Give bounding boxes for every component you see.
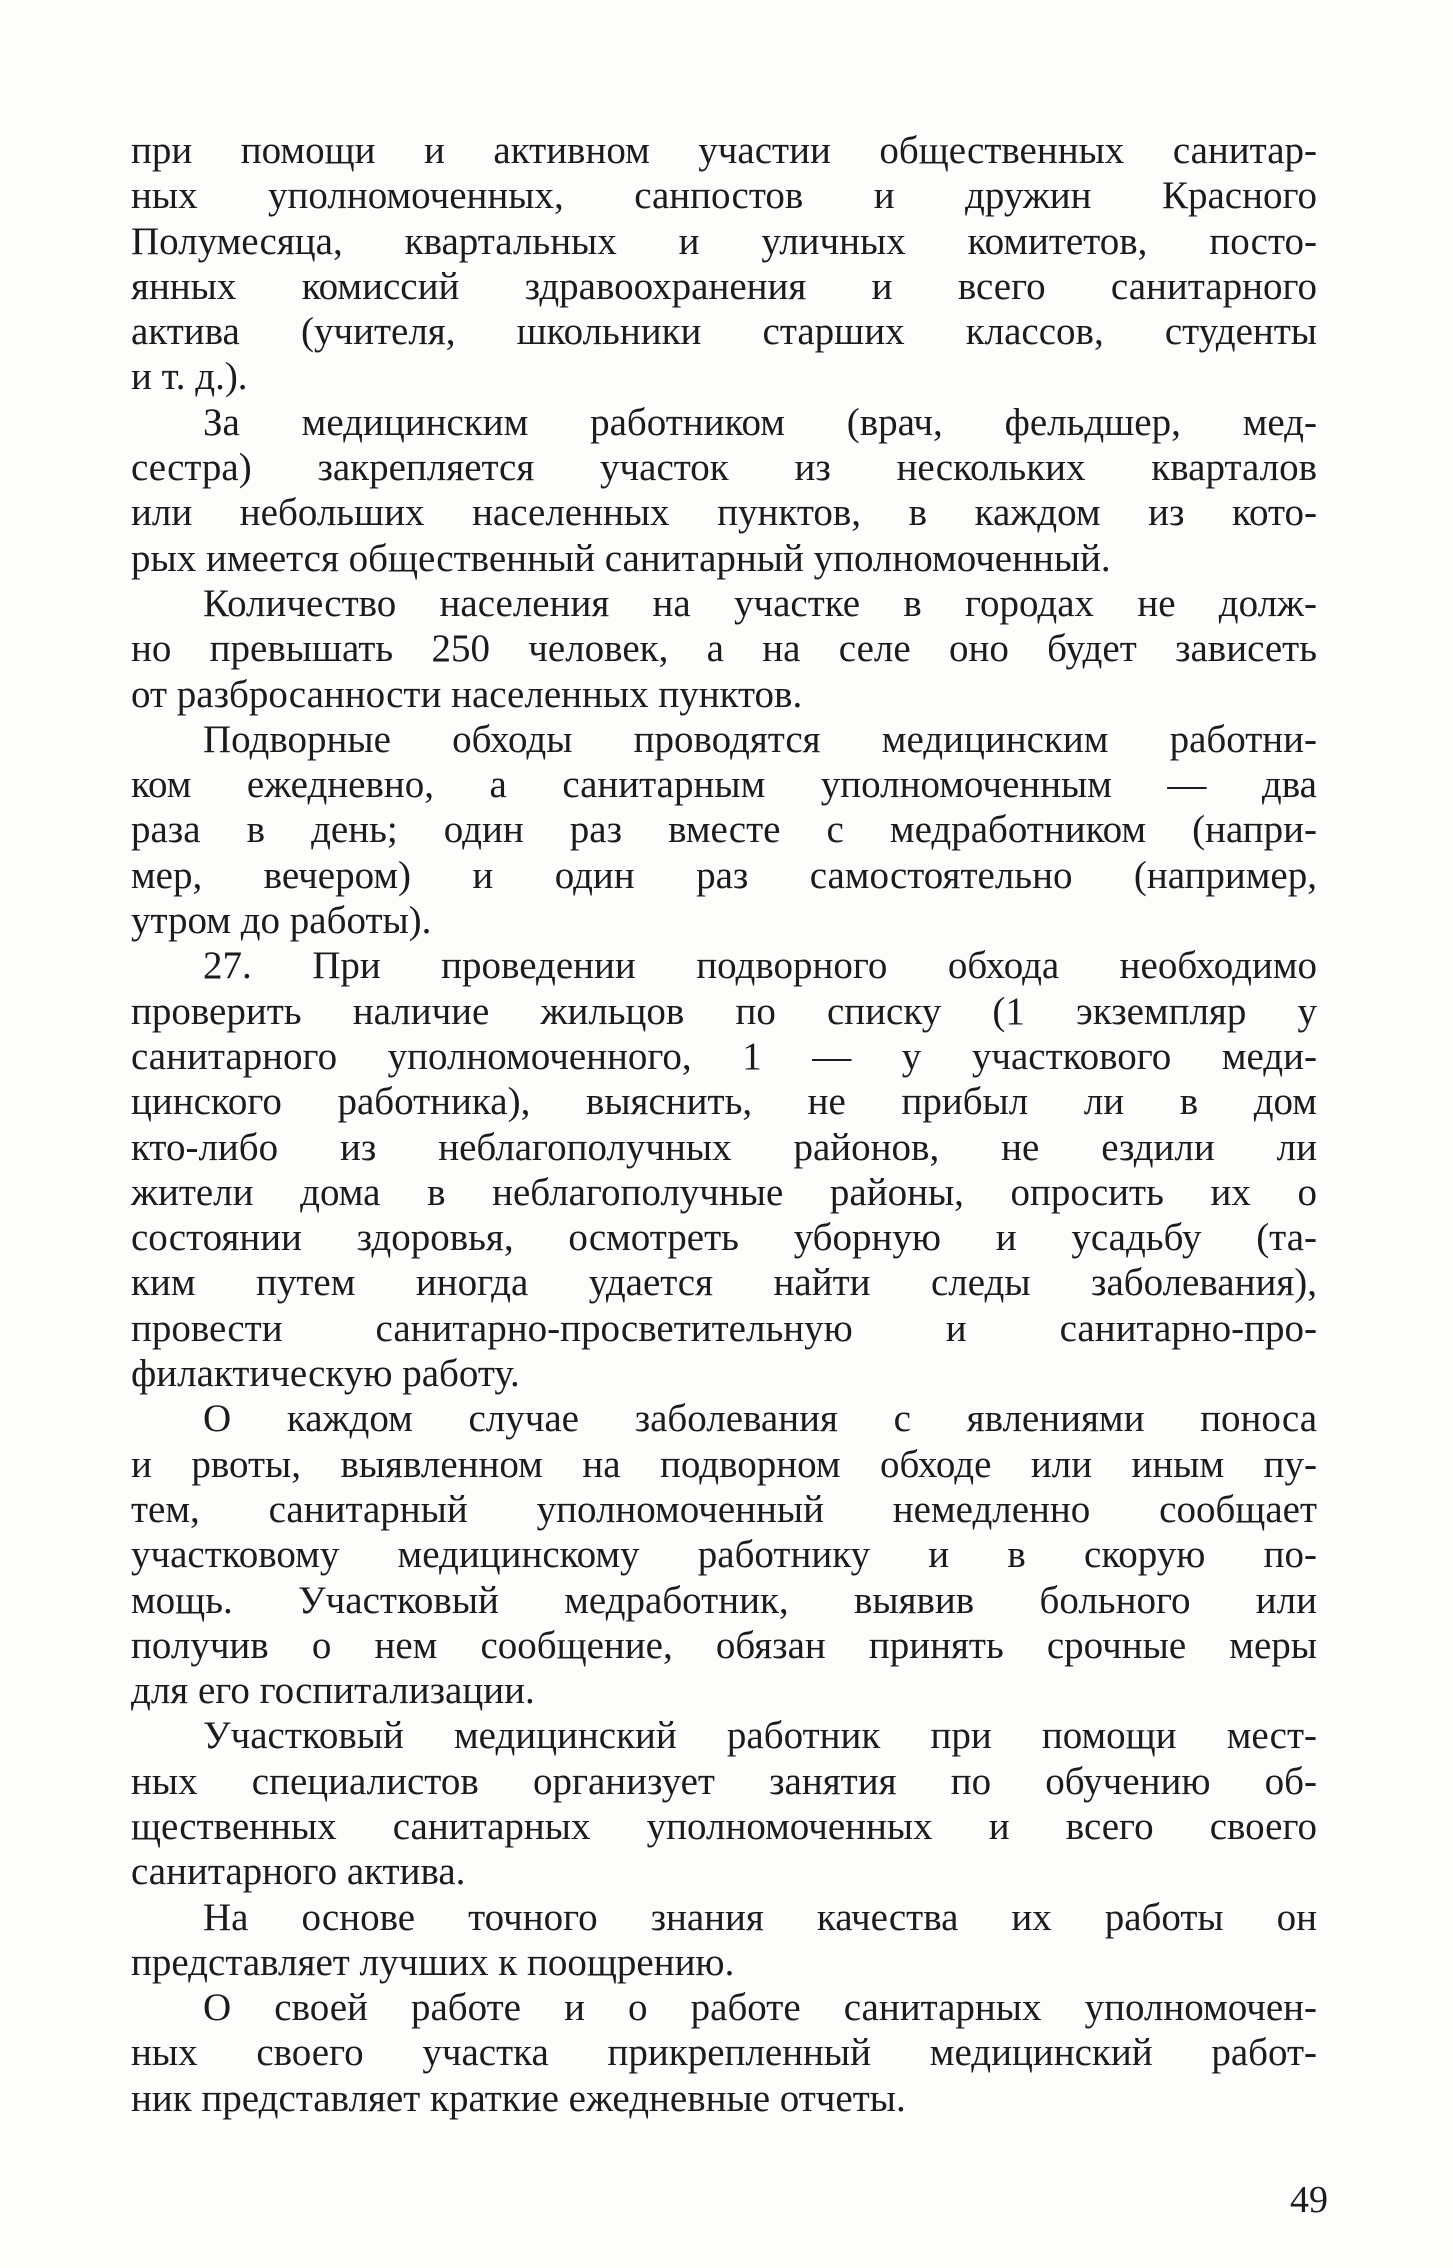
text-line: получив о нем сообщение, обязан принять срочные меры <box>131 1623 1317 1667</box>
paragraph <box>131 128 1317 400</box>
text-line: О каждом случае заболевания с явлениями поноса <box>203 1397 1317 1441</box>
text-line: ных специалистов организует занятия по обучению об- <box>131 1759 1317 1803</box>
paragraph <box>131 1985 1317 2121</box>
text-line: 27. При проведении подворного обхода необходимо <box>203 944 1317 988</box>
paragraph <box>131 943 1317 1396</box>
body-text <box>131 128 1317 2121</box>
text-line: ник представляет краткие ежедневные отчеты. <box>131 2076 906 2120</box>
text-line: О своей работе и о работе санитарных уполномочен- <box>203 1986 1317 2030</box>
page-number: 49 <box>1290 2179 1328 2221</box>
paragraph <box>131 400 1317 581</box>
text-line: тем, санитарный уполномоченный немедленно сообщает <box>131 1487 1317 1531</box>
text-line: при помощи и активном участии общественных санитар- <box>131 129 1317 172</box>
text-line: Количество населения на участке в городах не долж- <box>203 581 1317 625</box>
text-line: санитарного уполномоченного, 1 — у участкового меди- <box>131 1034 1317 1078</box>
paragraph <box>131 1895 1317 1986</box>
text-line: санитарного актива. <box>131 1850 466 1894</box>
text-line: янных комиссий здравоохранения и всего санитарного <box>131 264 1317 308</box>
text-line: ком ежедневно, а санитарным уполномоченным — два <box>131 763 1317 807</box>
text-line: проверить наличие жильцов по списку (1 экземпляр у <box>131 989 1317 1033</box>
text-line: Полумесяца, квартальных и уличных комитетов, посто- <box>131 219 1317 263</box>
text-line: Подворные обходы проводятся медицинским работни- <box>203 717 1317 761</box>
text-line: или небольших населенных пунктов, в каждом из кото- <box>131 491 1317 535</box>
paragraph <box>131 717 1317 943</box>
text-line: для его госпитализации. <box>131 1669 535 1713</box>
text-line: ных уполномоченных, санпостов и дружин Красного <box>131 174 1317 218</box>
text-line: состоянии здоровья, осмотреть уборную и усадьбу (та- <box>131 1216 1317 1260</box>
text-line: представляет лучших к поощрению. <box>131 1940 735 1984</box>
text-line: сестра) закрепляется участок из нескольких кварталов <box>131 446 1317 490</box>
text-line: раза в день; один раз вместе с медработником (напри- <box>131 808 1317 852</box>
text-line: цинского работника), выяснить, не прибыл ли в дом <box>131 1080 1317 1124</box>
text-line: ных своего участка прикрепленный медицинский работ- <box>131 2031 1317 2075</box>
text-line: от разбросанности населенных пунктов. <box>131 672 803 716</box>
paragraph <box>131 1713 1317 1894</box>
text-line: мощь. Участковый медработник, выявив больного или <box>131 1578 1317 1622</box>
text-line: За медицинским работником (врач, фельдшер, мед- <box>203 400 1317 444</box>
text-line: жители дома в неблагополучные районы, опросить их о <box>131 1170 1317 1214</box>
text-line: утром до работы). <box>131 899 432 943</box>
text-line: но превышать 250 человек, а на селе оно будет зависеть <box>131 627 1317 671</box>
paragraph <box>131 581 1317 717</box>
text-line: рых имеется общественный санитарный уполномоченный. <box>131 536 1111 580</box>
text-line: участковому медицинскому работнику и в скорую по- <box>131 1533 1317 1577</box>
text-line: и рвоты, выявленном на подворном обходе или иным пу- <box>131 1442 1317 1486</box>
text-line: филактическую работу. <box>131 1352 520 1396</box>
text-line: актива (учителя, школьники старших классов, студенты <box>131 310 1317 354</box>
text-line: Участковый медицинский работник при помощи мест- <box>203 1714 1317 1758</box>
text-line: мер, вечером) и один раз самостоятельно (например, <box>131 853 1317 897</box>
text-line: провести санитарно-просветительную и санитарно-про- <box>131 1306 1317 1350</box>
text-line: и т. д.). <box>131 355 248 399</box>
text-line: На основе точного знания качества их работы он <box>203 1895 1317 1939</box>
text-line: щественных санитарных уполномоченных и всего своего <box>131 1804 1317 1848</box>
paragraph <box>131 1396 1317 1713</box>
text-line: ким путем иногда удается найти следы заболевания), <box>131 1261 1317 1305</box>
text-line: кто-либо из неблагополучных районов, не ездили ли <box>131 1125 1317 1169</box>
